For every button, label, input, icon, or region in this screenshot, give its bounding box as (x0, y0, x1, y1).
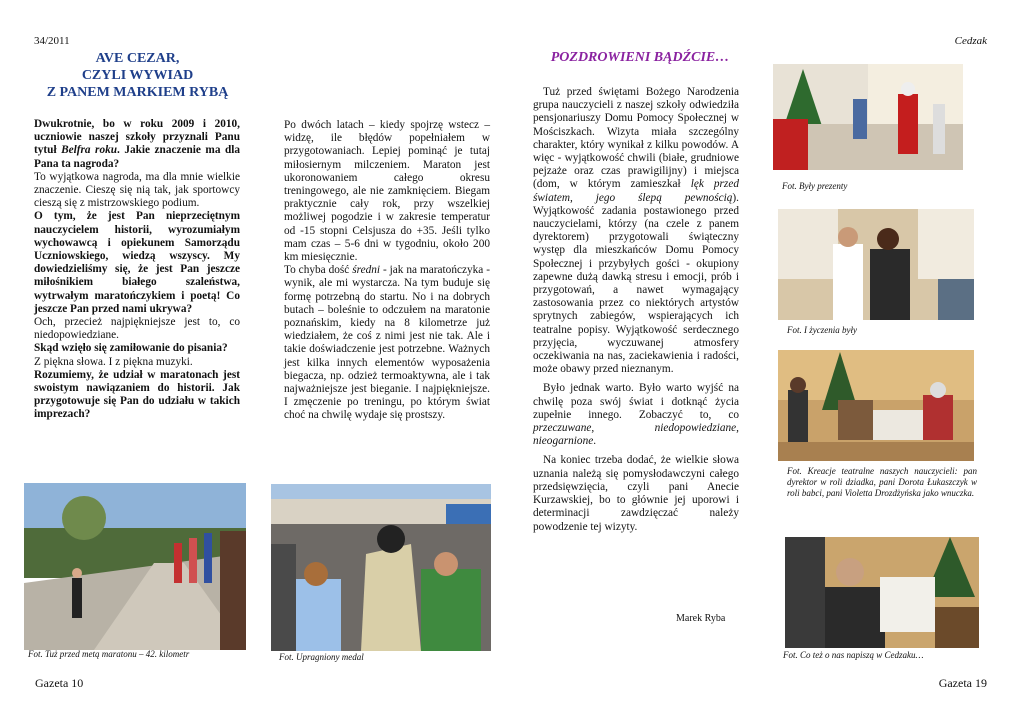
interview-title-line: Z PANEM MARKIEM RYBĄ (46, 85, 229, 100)
article-paragraph: Na koniec trzeba dodać, że wielkie słowa uznania należą się pomysłodawczyni całego przedsięwzięcia, czyli pani Anecie Kurzawskiej, bo to głównie jej uporowi i determinacji zawdzięczać należy powodzenie tej wizyty. (533, 454, 739, 533)
author-signature: Marek Ryba (676, 613, 726, 624)
emphasis-text: średni (352, 264, 381, 277)
question-text: . Jakie znaczenie ma dla Pana ta nagroda? (34, 144, 241, 170)
presents-photo (773, 64, 963, 170)
article-paragraph: ). Wyjątkowość zadania postawionego przed nauczycielami, którzy (na czele z panem dyrektorem) przygotowali świąteczny występ dla mieszkańców Domu Pomocy Społecznej i przybyłych gości - okupiony zapewne dużą dawką stresu i emocji, prób i przygotowań, a nawet wymagający zastosowania przez co niektórych artystów sprytnych zabiegów, wspierających ich teatralne popisy. Wyjątkowość serdecznego przyjęcia, wyczuwanej atmosfery oczekiwania na nas, zaciekawienia i radości, może obawy przed nieznanym. (533, 191, 739, 376)
answer-text: Och, przecież najpiękniejsze jest to, co niedopowiedziane. (34, 316, 240, 342)
medal-photo-caption: Fot. Upragniony medal (279, 652, 364, 662)
interview-title-line: CZYLI WYWIAD (81, 68, 194, 83)
article-paragraph: Było jednak warto. Było warto wyjść na chwilę poza swój świat i dotknąć życia zupełnie innego. Zobaczyć to, co (533, 382, 739, 421)
interview-title (30, 50, 245, 101)
question-text: Skąd wzięło się zamiłowanie do pisania? (34, 342, 228, 355)
reading-photo (785, 537, 979, 648)
wishes-photo-caption: Fot. I życzenia były (787, 325, 857, 335)
article-paragraph: Tuż przed świętami Bożego Narodzenia grupa nauczycieli z naszej szkoły odwiedziła pensjonariuszy Domu Pomocy Społecznej w Mościszkach. Wizyta miała szczególny charakter, który wynikał z kilku powodów. A więc - wyjątkowość chwili (białe, grudniowe pejzaże oraz czas prawigilijny) i miejsca (dom, w którym zamieszkał (533, 86, 739, 191)
theatre-photo (778, 350, 974, 461)
reading-photo-caption: Fot. Co też o nas napiszą w Cedzaku… (783, 650, 924, 660)
answer-text: Z piękna słowa. I z piękna muzyki. (34, 355, 193, 368)
magazine-name: Cedzak (954, 35, 987, 47)
question-text: O tym, że jest Pan nieprzeciętnym nauczycielem historii, wyrozumiałym wychowawcą i opiekunem Samorządu Uczniowskiego, wiedzą wszyscy. My dowiedzieliśmy się, że jest Pan jeszcze miłośnikiem białego szaleństwa, wytrwałym maratończykiem i poetą! Co jeszcze Pan przed nami ukrywa? (34, 210, 240, 315)
visit-article-title: POZDROWIENI BĄDŹCIE… (550, 50, 730, 65)
issue-number: 34/2011 (34, 35, 70, 47)
article-paragraph: . (593, 435, 597, 448)
answer-text: - jak na maratończyka - wynik, ale mi wystarcza. Na tym buduje się formę potrzebną do startu. No i na dobrych butach – boleśnie to odczułem na maratonie poznańskim, kiedy na 8 kilometrze już wiedziałem, że coś z nimi jest nie tak. Ale i takie doświadczenie jest potrzebne. Ważnych jest kilka innych elementów wyposażenia biegacza, np. odzież termoaktywna, ale i tak najważniejsze jest bieganie. I najpiękniejsze. I zmęczenie po treningu, po którym świat choć na chwilę wydaje się prostszy. (284, 264, 490, 422)
award-name: Belfra roku (61, 144, 118, 157)
answer-text: Po dwóch latach – kiedy spojrzę wstecz – widzę, ile błędów popełniałem w przygotowaniach. Lepiej pominąć je tutaj miłosiernym milczeniem. Maraton jest ukoronowaniem całego okresu treningowego, ale nie zamknięciem. Biegam praktycznie cały rok, przy wszelkiej możliwej pogodzie i w zakresie temperatur od -15 stopni Celsjusza do +35. Jeśli tylko mam czas – 5-6 dni w tygodniu, około 200 km miesięcznie. (284, 119, 490, 264)
presents-photo-caption: Fot. Były prezenty (782, 181, 848, 191)
interview-title-line: AVE CEZAR, (95, 51, 180, 66)
medal-photo (271, 484, 491, 651)
interview-column-1 (34, 118, 240, 422)
emphasis-text: przeczuwane, niedopowiedziane, nieogarnione (533, 422, 739, 448)
page-number-right: Gazeta 19 (938, 676, 987, 690)
question-text: Dwukrotnie, bo w roku 2009 i 2010, uczniowie naszej szkoły przyznali Panu tytuł (34, 118, 240, 157)
theatre-photo-caption: Fot. Kreacje teatralne naszych nauczycieli: pan dyrektor w roli dziadka, pani Dorota Łukaszczyk w roli babci, pani Violetta Drozdżyńska jako wnuczka. (787, 466, 977, 498)
interview-column-2 (284, 119, 490, 423)
visit-article-body (533, 86, 739, 534)
marathon-photo-caption: Fot. Tuż przed metą maratonu – 42. kilometr (28, 649, 190, 659)
marathon-photo (24, 483, 246, 650)
emphasis-text: lęk przed światem, jego ślepą pewnością (533, 178, 739, 204)
wishes-photo (778, 209, 974, 320)
answer-text: To wyjątkowa nagroda, ma dla mnie wielkie znaczenie. Cieszę się nią tak, jak sportowcy cieszą się z mistrzowskiego podium. (34, 170, 240, 210)
question-text: Rozumiemy, że udział w maratonach jest swoistym nawiązaniem do historii. Jak przygotowuje się Pan do udziału w takich imprezach? (34, 368, 240, 421)
page-number-left: Gazeta 10 (35, 676, 84, 690)
answer-text: To chyba dość (284, 264, 353, 277)
